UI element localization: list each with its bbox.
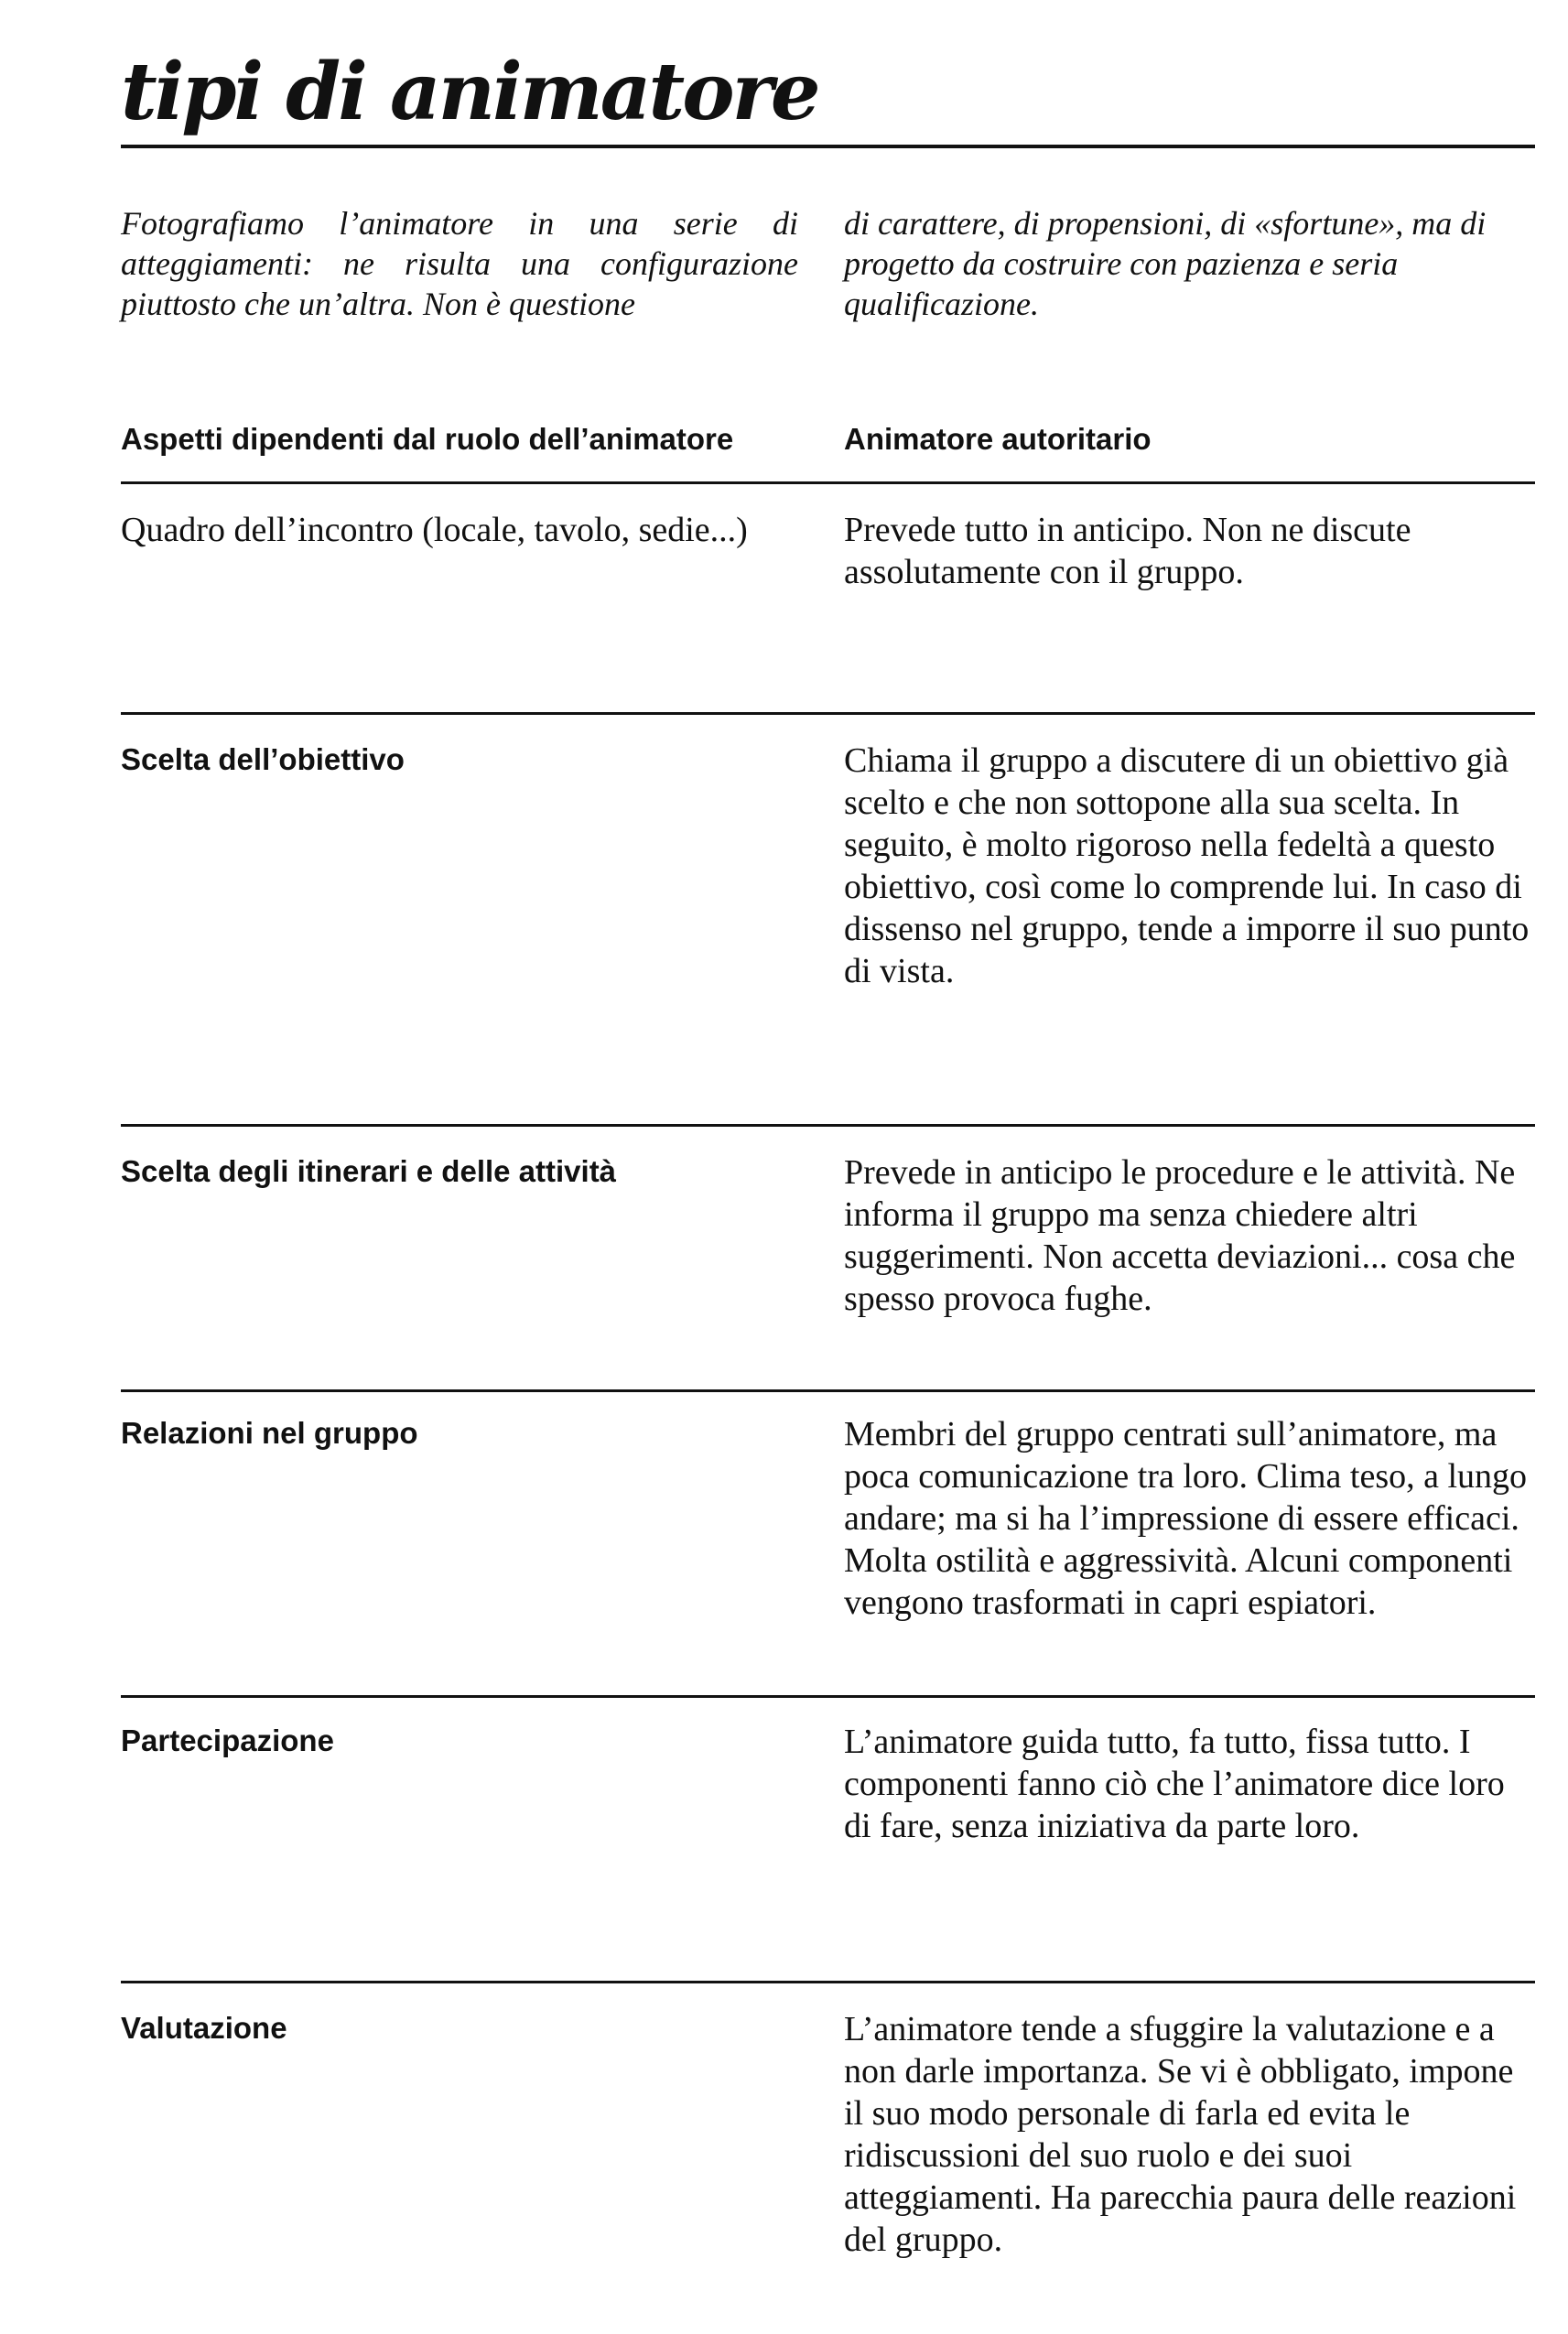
row-aspect: Quadro dell’incontro (locale, tavolo, sedie...) [121, 511, 748, 549]
row-divider [121, 1695, 1535, 1698]
row-description: Prevede tutto in anticipo. Non ne discute assolutamente con il gruppo. [844, 511, 1411, 591]
row-divider [121, 1389, 1535, 1392]
row-aspect: Partecipazione [121, 1723, 334, 1757]
row-divider [121, 1981, 1535, 1983]
intro-text-left: Fotografiamo l’animatore in una serie di atteggiamenti: ne risulta una configurazione piuttosto che un’altra. Non è questione [121, 205, 798, 322]
row-description: Membri del gruppo centrati sull’animatore, ma poca comunicazione tra loro. Clima teso, a lungo andare; ma si ha l’impressione di essere efficaci. Molta ostilità e aggressività. Alcuni componenti vengono trasformati in capri espiatori. [844, 1415, 1528, 1622]
row-description: L’animatore guida tutto, fa tutto, fissa tutto. I componenti fanno ciò che l’animatore dice loro di fare, senza iniziativa da parte loro. [844, 1723, 1505, 1845]
column-header-animatore: Animatore autoritario [844, 422, 1152, 456]
row-aspect: Relazioni nel gruppo [121, 1416, 418, 1450]
row-aspect: Scelta degli itinerari e delle attività [121, 1154, 617, 1188]
title-rule [121, 145, 1535, 148]
row-description: Prevede in anticipo le procedure e le attività. Ne informa il gruppo ma senza chiedere altri suggerimenti. Non accetta deviazioni... cosa che spesso provoca fughe. [844, 1153, 1516, 1318]
header-rule [121, 481, 1535, 484]
column-header-aspects: Aspetti dipendenti dal ruolo dell’animatore [121, 422, 734, 456]
row-aspect: Scelta dell’obiettivo [121, 742, 405, 776]
row-description: Chiama il gruppo a discutere di un obiettivo già scelto e che non sottopone alla sua scelta. In seguito, è molto rigoroso nella fedeltà a questo obiettivo, così come lo comprende lui. In caso di dissenso nel gruppo, tende a imporre il suo punto di vista. [844, 741, 1530, 990]
row-divider [121, 1124, 1535, 1127]
intro-text-right: di carattere, di propensioni, di «sfortune», ma di progetto da costruire con pazienza e seria qualificazione. [844, 205, 1487, 322]
row-divider [121, 712, 1535, 715]
row-aspect: Valutazione [121, 2011, 287, 2045]
row-description: L’animatore tende a sfuggire la valutazione e a non darle importanza. Se vi è obbligato, impone il suo modo personale di farla ed evita le ridiscussioni del suo ruolo e dei suoi atteggiamenti. Ha parecchia paura delle reazioni del gruppo. [844, 2010, 1517, 2259]
page-title: tipi di animatore [121, 46, 818, 138]
